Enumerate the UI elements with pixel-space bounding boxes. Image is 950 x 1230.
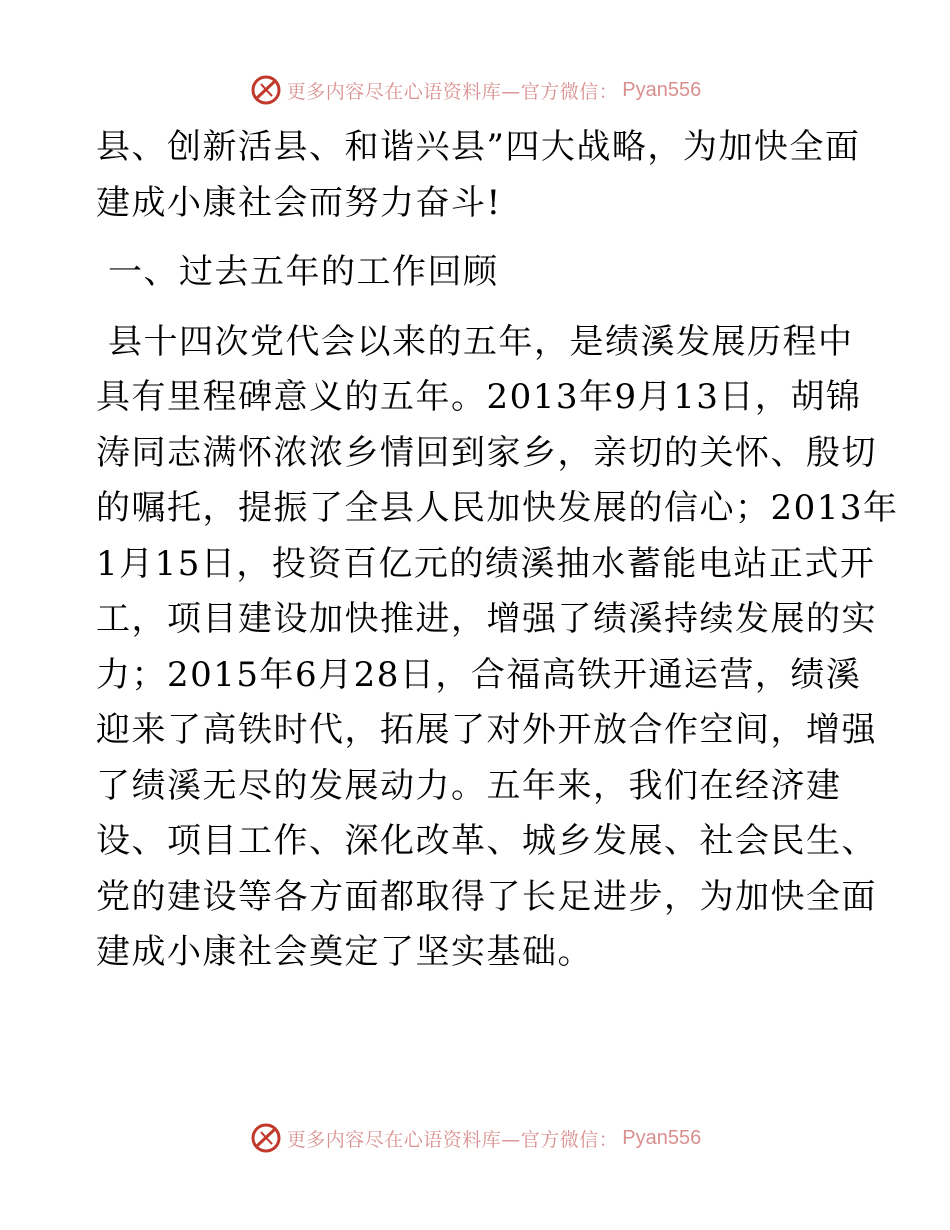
- text-line: 县十四次党代会以来的五年，是绩溪发展历程中: [108, 321, 854, 362]
- footer-watermark: [0, 1118, 950, 1158]
- paragraph: [96, 315, 899, 981]
- text-line: 力；2015年6月28日，合福高铁开通运营，绩溪: [96, 654, 862, 695]
- watermark-id: Pyan556: [622, 78, 702, 101]
- watermark-text: 更多内容尽在心语资料库—官方微信：: [286, 80, 619, 103]
- paragraph: [96, 120, 866, 231]
- logo-icon: [249, 1121, 283, 1155]
- document-body: [96, 120, 899, 981]
- header-watermark: [0, 70, 950, 110]
- heading-line: 一、过去五年的工作回顾: [108, 252, 499, 292]
- text-line: 县、创新活县、和谐兴县”四大战略，为加快全面: [96, 127, 861, 167]
- text-line: 设、项目工作、深化改革、城乡发展、社会民生、: [96, 821, 877, 861]
- logo-icon: [249, 73, 283, 107]
- watermark-text: 更多内容尽在心语资料库—官方微信：: [286, 1128, 619, 1151]
- text-line: 建成小康社会奠定了坚实基础。: [96, 932, 593, 972]
- text-line: 了绩溪无尽的发展动力。五年来，我们在经济建: [96, 765, 842, 806]
- text-line: 1月15日，投资百亿元的绩溪抽水蓄能电站正式开: [96, 543, 876, 584]
- text-line: 涛同志满怀浓浓乡情回到家乡，亲切的关怀、殷切: [96, 432, 877, 473]
- text-line: 迎来了高铁时代，拓展了对外开放合作空间，增强: [96, 710, 877, 750]
- text-line: 的嘱托，提振了全县人民加快发展的信心；2013年: [96, 488, 899, 528]
- text-line: 具有里程碑意义的五年。2013年9月13日，胡锦: [96, 377, 862, 417]
- text-line: 建成小康社会而努力奋斗!: [96, 182, 502, 223]
- section-heading: [96, 245, 866, 301]
- text-line: 党的建设等各方面都取得了长足进步，为加快全面: [96, 876, 877, 917]
- watermark-id: Pyan556: [622, 1126, 702, 1149]
- text-line: 工，项目建设加快推进，增强了绩溪持续发展的实: [96, 599, 877, 639]
